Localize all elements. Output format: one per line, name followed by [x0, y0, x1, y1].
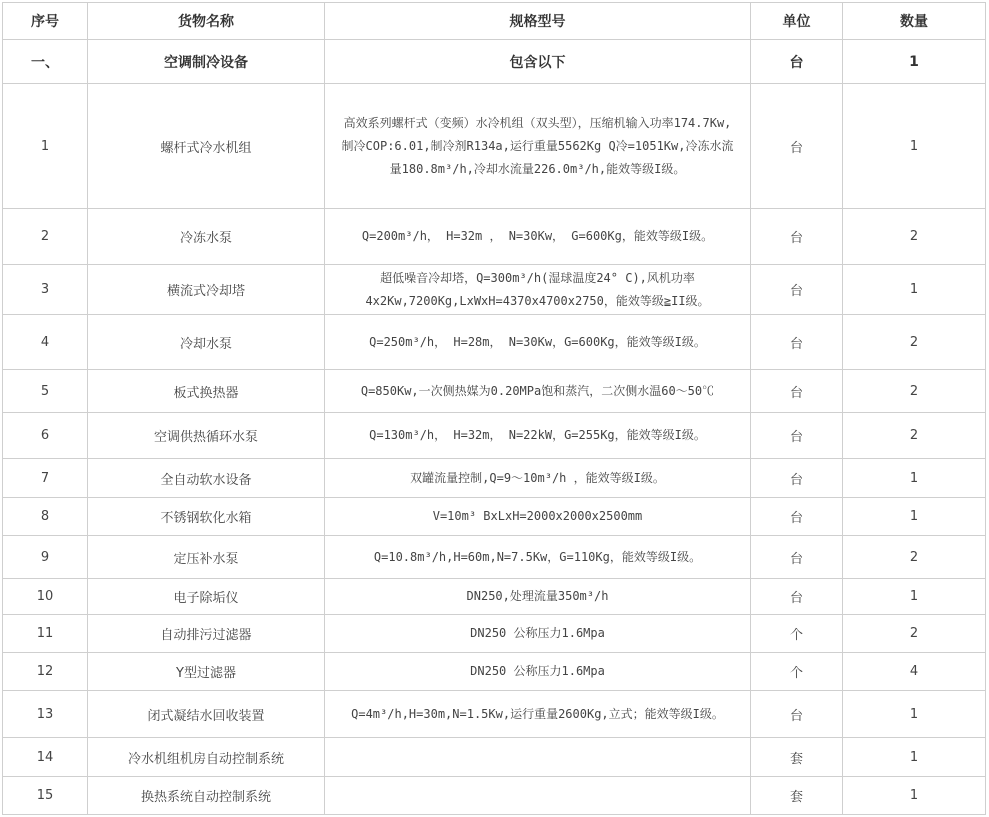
cell-qty: 1 [843, 459, 986, 498]
table-row [3, 653, 986, 691]
cell-name: 冷却水泵 [88, 315, 325, 370]
cell-qty: 1 [843, 579, 986, 615]
cell-name: 换热系统自动控制系统 [88, 777, 325, 815]
cell-name: 不锈钢软化水箱 [88, 498, 325, 536]
cell-qty: 2 [843, 315, 986, 370]
cell-qty: 1 [843, 738, 986, 777]
cell-qty: 1 [843, 265, 986, 315]
cell-unit: 台 [751, 84, 843, 209]
cell-qty: 2 [843, 370, 986, 413]
cell-name: 横流式冷却塔 [88, 265, 325, 315]
cell-spec: DN250 公称压力1.6Mpa [325, 653, 751, 691]
table-row [3, 498, 986, 536]
cell-name: 定压补水泵 [88, 536, 325, 579]
cell-spec [325, 738, 751, 777]
cell-name: 全自动软水设备 [88, 459, 325, 498]
cell-qty: 1 [843, 691, 986, 738]
cell-name: 空调制冷设备 [88, 40, 325, 84]
cell-no: 9 [3, 536, 88, 579]
header-qty: 数量 [843, 3, 986, 40]
cell-unit: 台 [751, 370, 843, 413]
cell-qty: 2 [843, 536, 986, 579]
cell-spec: Q=130m³/h， H=32m， N=22kW，G=255Kg，能效等级I级。 [325, 413, 751, 459]
cell-spec: Q=200m³/h， H=32m ， N=30Kw， G=600Kg，能效等级I级。 [325, 209, 751, 265]
cell-spec: 双罐流量控制,Q=9～10m³/h ，能效等级I级。 [325, 459, 751, 498]
cell-unit: 台 [751, 413, 843, 459]
table-row [3, 615, 986, 653]
cell-no: 4 [3, 315, 88, 370]
cell-unit: 台 [751, 579, 843, 615]
cell-qty: 2 [843, 209, 986, 265]
table-row [3, 579, 986, 615]
cell-no: 14 [3, 738, 88, 777]
header-spec: 规格型号 [325, 3, 751, 40]
cell-no: 10 [3, 579, 88, 615]
cell-unit: 台 [751, 265, 843, 315]
cell-no: 8 [3, 498, 88, 536]
cell-spec: 包含以下 [325, 40, 751, 84]
table-row [3, 209, 986, 265]
table-row [3, 777, 986, 815]
cell-spec: Q=850Kw,一次侧热媒为0.20MPa饱和蒸汽，二次侧水温60～50℃ [325, 370, 751, 413]
cell-unit: 台 [751, 209, 843, 265]
cell-name: 板式换热器 [88, 370, 325, 413]
cell-qty: 2 [843, 413, 986, 459]
cell-no: 3 [3, 265, 88, 315]
cell-name: 自动排污过滤器 [88, 615, 325, 653]
cell-name: 闭式凝结水回收装置 [88, 691, 325, 738]
cell-no: 11 [3, 615, 88, 653]
cell-unit: 个 [751, 653, 843, 691]
cell-unit: 台 [751, 315, 843, 370]
table-row [3, 536, 986, 579]
cell-spec: Q=4m³/h,H=30m,N=1.5Kw,运行重量2600Kg,立式；能效等级I级。 [325, 691, 751, 738]
table-row [3, 265, 986, 315]
table-row [3, 691, 986, 738]
cell-no: 2 [3, 209, 88, 265]
cell-unit: 台 [751, 459, 843, 498]
cell-spec: 超低噪音冷却塔，Q=300m³/h(湿球温度24° C),风机功率4x2Kw,7200Kg,LxWxH=4370x4700x2750，能效等级≧II级。 [325, 265, 751, 315]
cell-no: 13 [3, 691, 88, 738]
cell-qty: 1 [843, 84, 986, 209]
cell-unit: 套 [751, 738, 843, 777]
cell-unit: 台 [751, 498, 843, 536]
header-no: 序号 [3, 3, 88, 40]
cell-unit: 台 [751, 536, 843, 579]
cell-spec: 高效系列螺杆式（变频）水冷机组（双头型），压缩机输入功率174.7Kw,制冷COP:6.01,制冷剂R134a,运行重量5562Kg Q冷=1051Kw,冷冻水流量180.8m³/h,冷却水流量226.0m³/h,能效等级I级。 [325, 84, 751, 209]
table-row [3, 315, 986, 370]
cell-name: 电子除垢仪 [88, 579, 325, 615]
cell-name: Y型过滤器 [88, 653, 325, 691]
cell-qty: 4 [843, 653, 986, 691]
cell-no: 1 [3, 84, 88, 209]
table-row [3, 40, 986, 84]
cell-spec: Q=10.8m³/h,H=60m,N=7.5Kw，G=110Kg，能效等级I级。 [325, 536, 751, 579]
cell-spec: Q=250m³/h， H=28m， N=30Kw，G=600Kg，能效等级I级。 [325, 315, 751, 370]
cell-unit: 台 [751, 40, 843, 84]
cell-no: 5 [3, 370, 88, 413]
cell-unit: 台 [751, 691, 843, 738]
cell-unit: 个 [751, 615, 843, 653]
cell-no: 15 [3, 777, 88, 815]
cell-qty: 2 [843, 615, 986, 653]
table-row [3, 459, 986, 498]
cell-qty: 1 [843, 777, 986, 815]
cell-spec: V=10m³ BxLxH=2000x2000x2500mm [325, 498, 751, 536]
header-name: 货物名称 [88, 3, 325, 40]
cell-name: 螺杆式冷水机组 [88, 84, 325, 209]
cell-no: 7 [3, 459, 88, 498]
header-unit: 单位 [751, 3, 843, 40]
table-row [3, 413, 986, 459]
cell-no: 6 [3, 413, 88, 459]
cell-name: 冷水机组机房自动控制系统 [88, 738, 325, 777]
cell-spec [325, 777, 751, 815]
cell-spec: DN250 公称压力1.6Mpa [325, 615, 751, 653]
cell-name: 冷冻水泵 [88, 209, 325, 265]
cell-spec: DN250,处理流量350m³/h [325, 579, 751, 615]
cell-no: 12 [3, 653, 88, 691]
cell-no: 一、 [3, 40, 88, 84]
table-row [3, 84, 986, 209]
table-row [3, 370, 986, 413]
cell-qty: 1 [843, 40, 986, 84]
cell-unit: 套 [751, 777, 843, 815]
table-row [3, 738, 986, 777]
header-row [3, 3, 986, 40]
cell-qty: 1 [843, 498, 986, 536]
equipment-table [2, 2, 986, 815]
cell-name: 空调供热循环水泵 [88, 413, 325, 459]
